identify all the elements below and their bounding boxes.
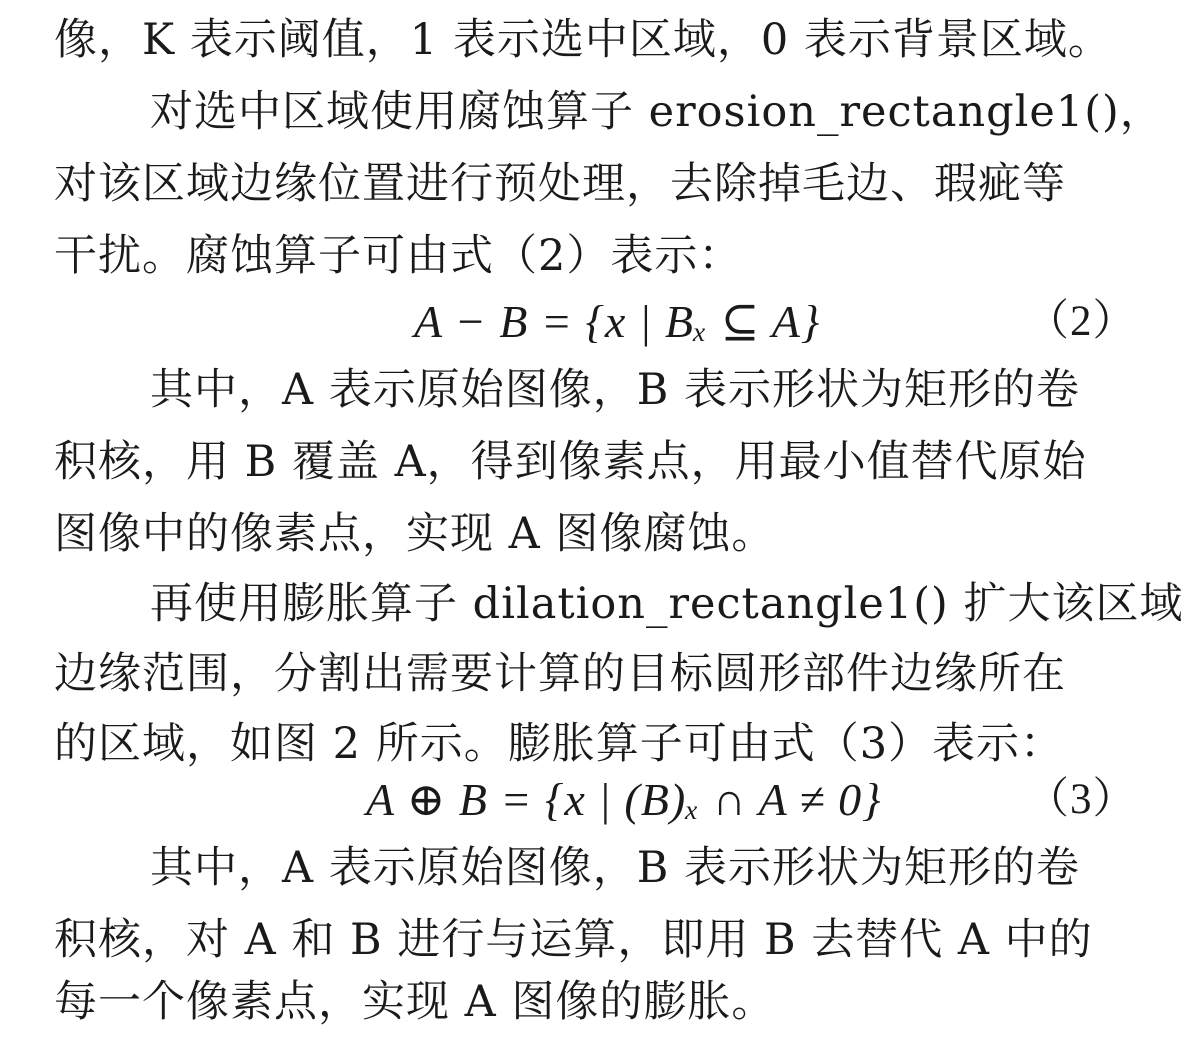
paragraph-text: 干扰。腐蚀算子可由式（2）表示： [54, 231, 743, 281]
paragraph-text: 对该区域边缘位置进行预处理，去除掉毛边、瑕疵等 [54, 159, 1066, 209]
text-line [0, 638, 1192, 710]
text-line [0, 354, 1192, 426]
text-line [0, 426, 1192, 498]
paragraph-text: 边缘范围，分割出需要计算的目标圆形部件边缘所在 [54, 649, 1066, 699]
equation-formula: A ⊕ B = {x | (B)ₓ ∩ A ≠ 0} [366, 774, 882, 825]
paragraph-text: 的区域，如图 2 所示。膨胀算子可由式（3）表示： [54, 719, 1065, 769]
equation-row [0, 764, 1192, 836]
paragraph-text: 每一个像素点，实现 A 图像的膨胀。 [54, 977, 776, 1027]
text-line [0, 498, 1192, 570]
text-line [0, 568, 1192, 640]
equation-formula: A − B = {x | Bₓ ⊆ A} [414, 296, 821, 347]
paragraph-text: 积核，对 A 和 B 进行与运算，即用 B 去替代 A 中的 [54, 915, 1093, 965]
text-line [0, 832, 1192, 904]
text-line [0, 966, 1192, 1038]
text-line [0, 76, 1192, 148]
text-line [0, 220, 1192, 292]
text-line [0, 148, 1192, 220]
paragraph-text: 像，K 表示阈值，1 表示选中区域，0 表示背景区域。 [54, 15, 1112, 65]
paragraph-text: 对选中区域使用腐蚀算子 erosion_rectangle1()， [150, 87, 1164, 137]
paragraph-text: 积核，用 B 覆盖 A，得到像素点，用最小值替代原始 [54, 437, 1087, 487]
paragraph-text: 其中，A 表示原始图像，B 表示形状为矩形的卷 [150, 843, 1080, 893]
equation-number: （3） [1026, 776, 1137, 823]
text-line [0, 4, 1192, 76]
equation-number: （2） [1026, 298, 1137, 345]
paragraph-text: 其中，A 表示原始图像，B 表示形状为矩形的卷 [150, 365, 1080, 415]
paragraph-text: 图像中的像素点，实现 A 图像腐蚀。 [54, 509, 776, 559]
paragraph-text: 再使用膨胀算子 dilation_rectangle1() 扩大该区域 [150, 579, 1184, 629]
equation-row [0, 286, 1192, 358]
